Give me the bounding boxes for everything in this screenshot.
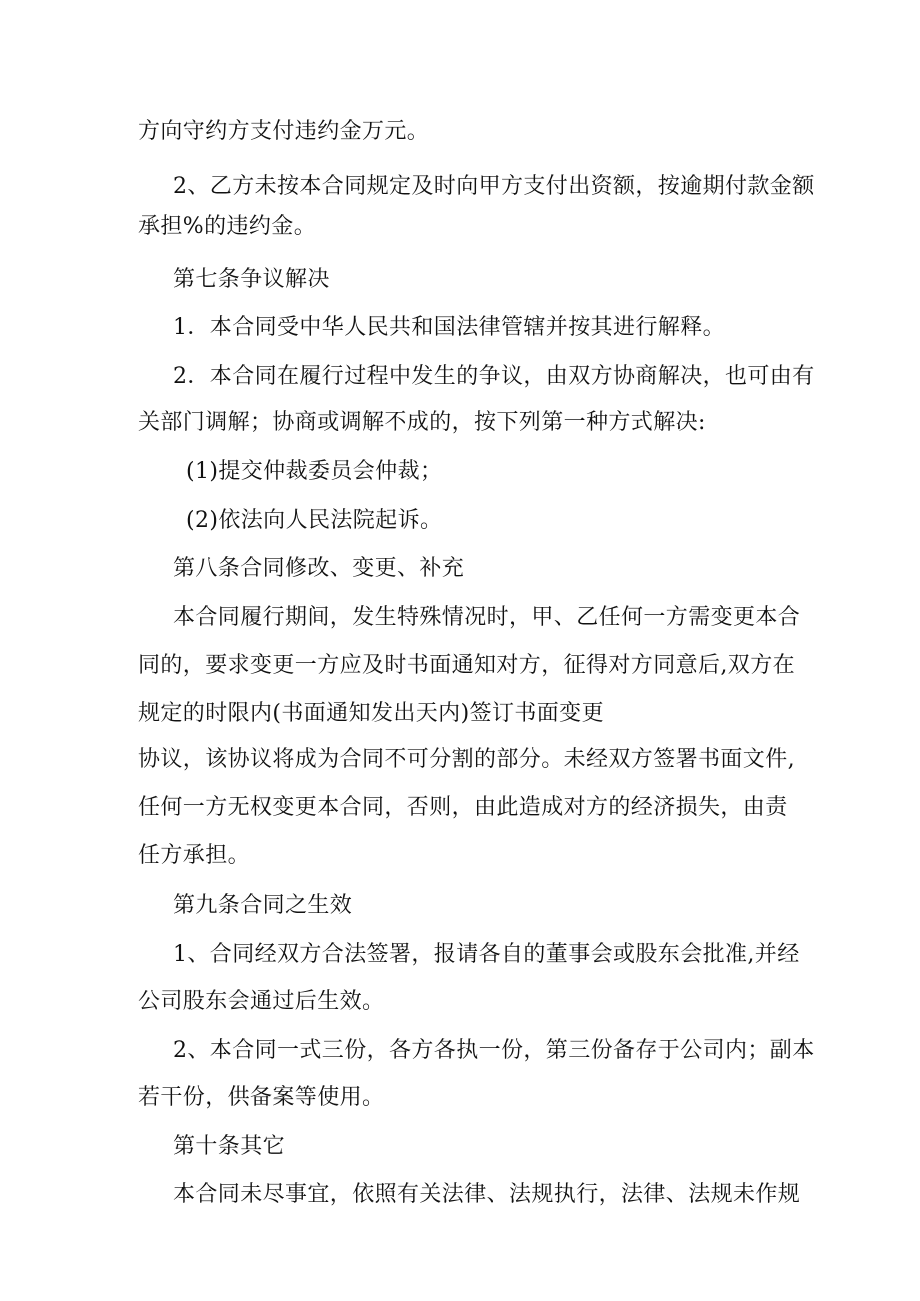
section-heading: 第十条其它 [173,1134,286,1159]
text-line: 公司股东会通过后生效。 [138,989,385,1014]
list-item: (2)依法向人民法院起诉。 [186,508,443,533]
text-line: 承担%的违约金。 [138,214,317,239]
text-line: 2、乙方未按本合同规定及时向甲方支付出资额，按逾期付款金额 [173,174,815,199]
text-line: 2、本合同一式三份，各方各执一份，第三份备存于公司内；副本 [173,1038,815,1063]
list-item: (1)提交仲裁委员会仲裁； [186,459,443,484]
text-line: 若干份，供备案等使用。 [138,1085,385,1110]
text-line: 2．本合同在履行过程中发生的争议，由双方协商解决，也可由有 [173,364,815,389]
text-line: 任方承担。 [138,843,251,868]
section-heading: 第八条合同修改、变更、补充 [173,556,465,581]
text-line: 协议，该协议将成为合同不可分割的部分。未经双方签署书面文件, [138,747,795,772]
text-line: 规定的时限内(书面通知发出天内)签订书面变更 [138,701,604,726]
section-heading: 第九条合同之生效 [173,893,353,918]
text-line: 任何一方无权变更本合同，否则，由此造成对方的经济损失，由责 [138,795,788,820]
text-line: 本合同未尽事宜，依照有关法律、法规执行，法律、法规未作规 [173,1182,801,1207]
text-line: 方向守约方支付违约金万元。 [138,119,430,144]
section-heading: 第七条争议解决 [173,267,330,292]
text-line: 1、合同经双方合法签署，报请各自的董事会或股东会批准,并经 [173,942,800,967]
text-line: 本合同履行期间，发生特殊情况时，甲、乙任何一方需变更本合 [173,605,801,630]
text-line: 同的，要求变更一方应及时书面通知对方，征得对方同意后,双方在 [138,653,795,678]
text-line: 关部门调解；协商或调解不成的，按下列第一种方式解决: [138,410,706,435]
text-line: 1．本合同受中华人民共和国法律管辖并按其进行解释。 [173,315,725,340]
